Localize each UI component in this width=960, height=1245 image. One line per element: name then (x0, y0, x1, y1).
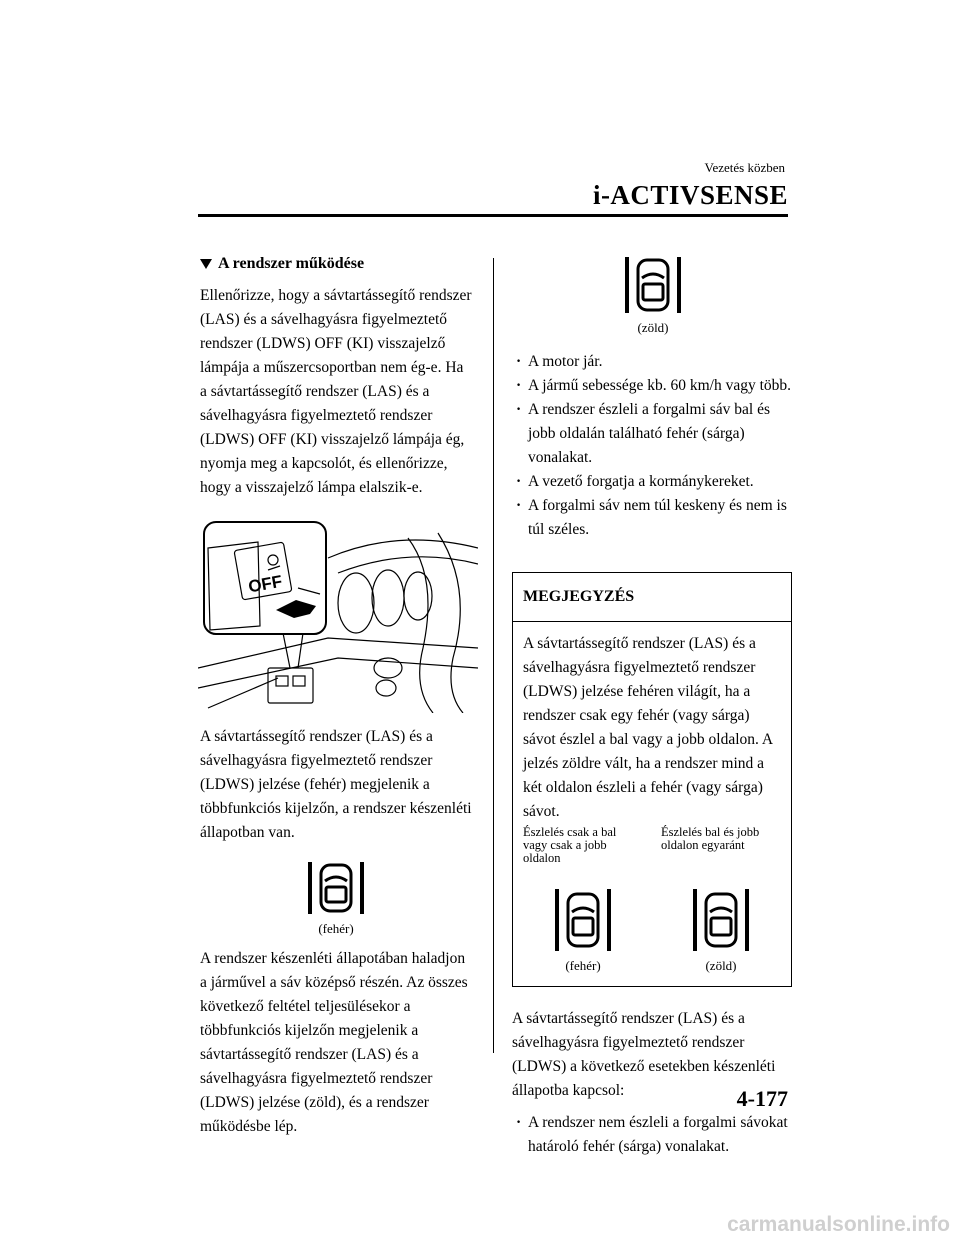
conditions-list (512, 350, 794, 542)
lane-indicator-white-icon (553, 886, 613, 954)
operation-paragraph: A rendszer készenléti állapotában haladjon a járművel a sáv középső részén. Az összes következő feltétel teljesülésekor a többfunkciós kijelzőn megjelenik a sávtartássegítő rendszer (LAS) és a sávelhagyásra figyelmeztető rendszer (LDWS) jelzése (zöld), és a rendszer működésbe lép. (200, 950, 468, 1135)
note-label-both-sides: Észlelés bal és jobb oldalon egyaránt (661, 825, 760, 852)
list-item: · A rendszer észleli a forgalmi sáv bal és jobb oldalán található fehér (sárga) vonalakat. (512, 398, 794, 470)
left-column (200, 252, 472, 1139)
intro-paragraph: Ellenőrizze, hogy a sávtartássegítő rendszer (LAS) és a sávelhagyásra figyelmeztető rendszer (LDWS) OFF (KI) visszajelző lámpája a műszercsoportban nem ég-e. Ha a sávtartássegítő rendszer (LAS) és a sávelhagyásra figyelmeztető rendszer (LDWS) OFF (KI) visszajelző lámpája ég, nyomja meg a kapcsolót, és ellenőrizze, hogy a visszajelző lámpa elalszik-e. (200, 287, 472, 496)
lane-indicator-green-icon (691, 886, 751, 954)
lane-indicator-green-icon (623, 254, 683, 316)
list-item: · A rendszer nem észleli a forgalmi sávokat határoló fehér (sárga) vonalakat. (512, 1111, 794, 1159)
column-divider (493, 258, 494, 1053)
lane-indicator-white-icon (306, 859, 366, 917)
note-heading: MEGJEGYZÉS (513, 573, 791, 622)
page-number: 4-177 (736, 1086, 788, 1111)
note-cell-one-side (523, 826, 643, 974)
note-caption-white: (fehér) (565, 958, 601, 973)
list-item: · A vezető forgatja a kormánykereket. (512, 470, 794, 494)
note-caption-green: (zöld) (705, 958, 737, 973)
list-item: · A motor jár. (512, 350, 794, 374)
off-switch-label: OFF (246, 571, 284, 597)
icon-caption-green: (zöld) (637, 320, 669, 335)
watermark: carmanualsonline.info (727, 1213, 950, 1236)
header-rule (198, 214, 788, 217)
standby-paragraph: A sávtartássegítő rendszer (LAS) és a sávelhagyásra figyelmeztető rendszer (LDWS) jelzése (fehér) megjelenik a többfunkciós kijelzőn, a rendszer készenléti állapotban van. (200, 728, 472, 841)
running-header-title: i-ACTIVSENSE (592, 180, 788, 210)
dashboard-switch-illustration (198, 518, 478, 713)
section-heading: A rendszer működése (200, 252, 472, 276)
running-header-subtitle: Vezetés közben (704, 160, 785, 175)
note-text: A sávtartássegítő rendszer (LAS) és a sávelhagyásra figyelmeztető rendszer (LDWS) jelzése fehéren világít, ha a rendszer csak egy fehér (vagy sárga) sávot észlel a bal vagy a jobb oldalon. A jelzés zöldre vált, ha a rendszer mind a két oldalon észleli a fehér (vagy sárga) sávot. (523, 635, 773, 820)
list-item: · A jármű sebessége kb. 60 km/h vagy több. (512, 374, 794, 398)
note-label-one-side: Észlelés csak a bal vagy csak a jobb oldalon (523, 825, 617, 865)
right-column (512, 252, 794, 1159)
triangle-bullet-icon (200, 259, 212, 269)
icon-caption-white: (fehér) (318, 921, 354, 936)
standby-conditions-paragraph: A sávtartássegítő rendszer (LAS) és a sávelhagyásra figyelmeztető rendszer (LDWS) a következő esetekben készenléti állapotba kapcsol: (512, 1010, 776, 1099)
standby-list (512, 1111, 794, 1159)
list-item: · A forgalmi sáv nem túl keskeny és nem is túl széles. (512, 494, 794, 542)
note-cell-both-sides (661, 826, 781, 974)
note-box (512, 572, 792, 987)
